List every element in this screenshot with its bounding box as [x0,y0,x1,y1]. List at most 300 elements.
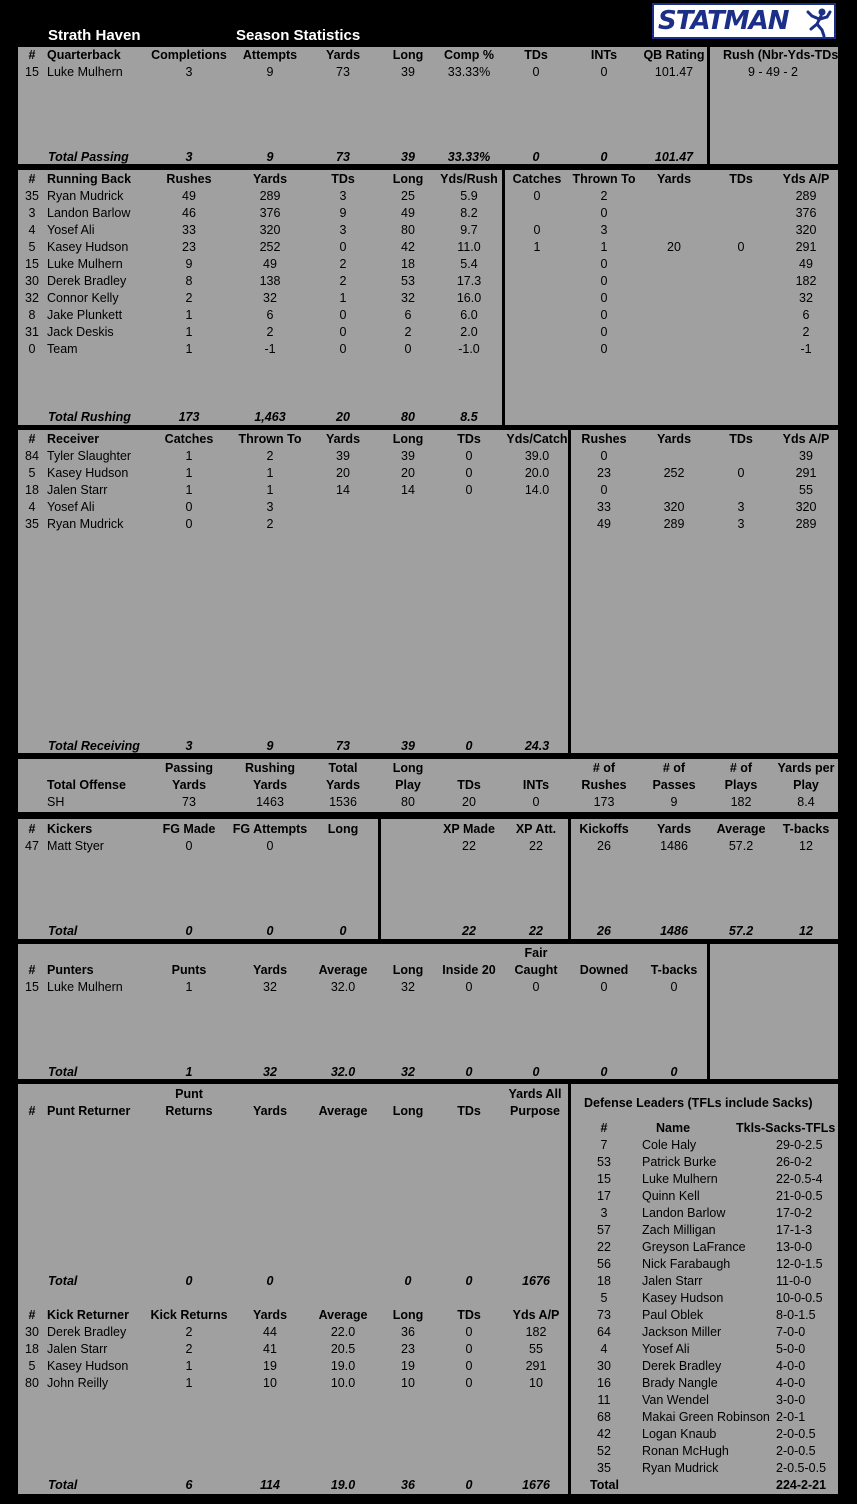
punting-header-8: Caught [514,963,558,977]
rushing-row-cell-3: 252 [259,240,281,254]
kick-returns-row-cell-7: 10 [529,1376,543,1390]
punt-returns-total-5: 0 [465,1274,473,1288]
punting-total-0: Total [48,1065,78,1079]
kicking-header-0: # [28,822,36,836]
defense-stats: 2-0-0.5 [776,1427,816,1441]
offense-value-5: 0 [532,795,540,809]
punting-row-cell-3: 32 [263,980,277,994]
rushing-row-cell-2: 8 [185,274,193,288]
receiving-row-cell-2: 1 [185,466,193,480]
rushing-row-cell-0: 5 [28,240,36,254]
kick-returns-row-cell-3: 44 [263,1325,277,1339]
rushing-row-cell-2: 1 [185,342,193,356]
punting-row-cell-5: 32 [401,980,415,994]
rushing-row-cell-6: 5.4 [460,257,478,271]
rushing-row-cell-3: 2 [266,325,274,339]
rushing-row-cell-6: 16.0 [456,291,482,305]
rushing-row-cell-0: 15 [25,257,39,271]
offense-value-6: 173 [593,795,615,809]
rushing-row-cell-4: 0 [339,308,347,322]
rushing-row-cell-7: 0 [533,189,541,203]
punt-returns-header-5: Average [318,1104,368,1118]
defense-stats: 5-0-0 [776,1342,806,1356]
defense-number: 3 [600,1206,608,1220]
receiving-row-cell-1: Jalen Starr [47,483,108,497]
offense-header-4: TDs [457,778,481,792]
kicking-row-cell-1: Matt Styer [47,839,104,853]
defense-number: 11 [597,1393,611,1407]
kicking-header-10: T-backs [782,822,830,836]
kicking-panel [18,819,838,939]
defense-header-0: # [600,1121,608,1135]
defense-name: Nick Farabaugh [642,1257,731,1271]
offense-header-top-8: # of [729,761,753,775]
kick-returns-row-cell-6: 0 [465,1325,473,1339]
rushing-row-cell-11: 291 [795,240,817,254]
rushing-row-cell-2: 23 [182,240,196,254]
punting-total-6: 0 [532,1065,540,1079]
rushing-header-0: # [28,172,36,186]
receiving-header-11: Yds A/P [782,432,830,446]
rushing-row-cell-4: 0 [339,325,347,339]
receiving-row-cell-2: 1 [185,483,193,497]
receiving-row-cell-0: 84 [25,449,39,463]
defense-number: 56 [597,1257,611,1271]
rushing-row-cell-6: 5.9 [460,189,478,203]
kicking-row-cell-5: 22 [462,839,476,853]
rushing-row-cell-5: 18 [401,257,415,271]
offense-header-top-7: # of [662,761,686,775]
defense-stats: 3-0-0 [776,1393,806,1407]
receiving-row-cell-9: 320 [663,500,685,514]
kick-returns-row-cell-5: 36 [401,1325,415,1339]
rushing-row-cell-1: Connor Kelly [47,291,119,305]
punting-row-cell-7: 0 [532,980,540,994]
rushing-row-cell-3: 138 [259,274,281,288]
offense-value-1: 1463 [256,795,284,809]
receiving-row-cell-3: 3 [266,500,274,514]
passing-total-3: 73 [336,150,350,164]
rushing-row-cell-4: 0 [339,240,347,254]
punt-returns-header-top: Punt [175,1087,203,1101]
passing-row-cell-10: 9 - 49 - 2 [747,65,799,79]
kick-returns-header-1: Kick Returner [47,1308,129,1322]
defense-name: Makai Green Robinson [642,1410,770,1424]
punting-row-cell-0: 15 [25,980,39,994]
punt-returns-header-4: Yards [252,1104,288,1118]
rushing-header-10: TDs [729,172,753,186]
passing-row-cell-7: 0 [532,65,540,79]
receiving-row-cell-3: 1 [266,483,274,497]
kick-returns-row-cell-6: 0 [465,1376,473,1390]
receiving-row-cell-7: 39.0 [524,449,550,463]
rushing-row-cell-2: 1 [185,308,193,322]
receiving-row-cell-11: 320 [795,500,817,514]
rushing-row-cell-11: 2 [802,325,810,339]
receiving-row-cell-6: 0 [465,466,473,480]
rushing-row-cell-2: 33 [182,223,196,237]
kick-returns-total-6: 1676 [522,1478,550,1492]
rushing-header-4: TDs [331,172,355,186]
kick-returns-row-cell-3: 41 [263,1342,277,1356]
offense-header-top-2: Total [328,761,358,775]
offense-value-8: 182 [730,795,752,809]
rushing-row-cell-6: 9.7 [460,223,478,237]
receiving-row-cell-3: 2 [266,449,274,463]
rushing-row-cell-10: 0 [737,240,745,254]
rushing-header-2: Rushes [166,172,212,186]
rushing-row-cell-4: 3 [339,189,347,203]
offense-team: SH [47,795,65,809]
kicking-header-7: Kickoffs [579,822,629,836]
rushing-row-cell-6: 8.2 [460,206,478,220]
kicking-divider-2 [568,819,571,939]
offense-header-1: Yards [252,778,288,792]
receiving-row-cell-10: 3 [737,500,745,514]
kicking-header-9: Average [716,822,766,836]
receiving-row-cell-8: 33 [597,500,611,514]
receiving-row-cell-1: Tyler Slaughter [47,449,132,463]
offense-header-top-9: Yards per [777,761,835,775]
kick-returns-row-cell-5: 23 [401,1342,415,1356]
receiving-total-0: Total Receiving [48,739,140,753]
receiving-header-0: # [28,432,36,446]
defense-number: 4 [600,1342,608,1356]
passing-row-cell-5: 39 [401,65,415,79]
receiving-total-6: 24.3 [524,739,550,753]
receiving-row-cell-3: 2 [266,517,274,531]
rushing-row-cell-2: 1 [185,325,193,339]
rushing-row-cell-8: 2 [600,189,608,203]
punt-returns-total-6: 1676 [522,1274,550,1288]
receiving-total-2: 9 [266,739,274,753]
rushing-row-cell-5: 53 [401,274,415,288]
receiving-header-6: TDs [457,432,481,446]
kick-returns-total-5: 0 [465,1478,473,1492]
defense-name: Jalen Starr [642,1274,703,1288]
defense-name: Cole Haly [642,1138,697,1152]
kick-returns-row-cell-4: 22.0 [330,1325,356,1339]
defense-name: Landon Barlow [642,1206,726,1220]
kick-returns-row-cell-2: 1 [185,1376,193,1390]
offense-value-2: 1536 [329,795,357,809]
rushing-row-cell-11: 6 [802,308,810,322]
kick-returns-row-cell-4: 10.0 [330,1376,356,1390]
football-player-icon [804,7,832,37]
rushing-row-cell-6: 2.0 [460,325,478,339]
receiving-total-5: 0 [465,739,473,753]
rushing-row-cell-0: 31 [25,325,39,339]
rushing-row-cell-1: Landon Barlow [47,206,131,220]
receiving-row-cell-1: Ryan Mudrick [47,517,124,531]
passing-total-0: Total Passing [48,150,129,164]
rushing-row-cell-0: 8 [28,308,36,322]
punting-header-6: Inside 20 [442,963,496,977]
offense-header-7: Passes [652,778,696,792]
defense-name: Ronan McHugh [642,1444,729,1458]
punting-row-cell-6: 0 [465,980,473,994]
receiving-header-7: Yds/Catch [506,432,568,446]
receiving-row-cell-11: 289 [795,517,817,531]
rushing-header-11: Yds A/P [782,172,830,186]
receiving-row-cell-10: 3 [737,517,745,531]
receiving-row-cell-2: 0 [185,500,193,514]
defense-stats: 2-0-1 [776,1410,806,1424]
rushing-row-cell-5: 6 [404,308,412,322]
punting-total-4: 32 [401,1065,415,1079]
rushing-row-cell-4: 1 [339,291,347,305]
kick-returns-row-cell-6: 0 [465,1342,473,1356]
rushing-row-cell-5: 2 [404,325,412,339]
punting-total-8: 0 [670,1065,678,1079]
receiving-row-cell-5: 20 [401,466,415,480]
offense-header-6: Rushes [581,778,627,792]
rushing-row-cell-3: -1 [264,342,276,356]
receiving-row-cell-4: 20 [336,466,350,480]
rushing-row-cell-5: 25 [401,189,415,203]
receiving-row-cell-3: 1 [266,466,274,480]
passing-header-10: Rush (Nbr-Yds-TDs) [723,48,843,62]
receiving-row-cell-0: 4 [28,500,36,514]
passing-total-5: 33.33% [447,150,491,164]
punt-returns-total-4: 0 [404,1274,412,1288]
offense-header-top-3: Long [392,761,424,775]
offense-header-9: Play [793,778,819,792]
rushing-row-cell-3: 289 [259,189,281,203]
defense-total-label: Total [590,1478,619,1492]
rushing-header-7: Catches [512,172,562,186]
rushing-row-cell-8: 0 [600,206,608,220]
defense-stats: 26-0-2 [776,1155,813,1169]
defense-stats: 21-0-0.5 [776,1189,823,1203]
rushing-row-cell-11: 182 [795,274,817,288]
defense-stats: 2-0-0.5 [776,1444,816,1458]
rushing-header-6: Yds/Rush [440,172,498,186]
kick-returns-row-cell-0: 18 [25,1342,39,1356]
punting-row-cell-4: 32.0 [330,980,356,994]
kick-returns-total-2: 114 [260,1478,280,1492]
rushing-row-cell-5: 32 [401,291,415,305]
offense-header-5: INTs [522,778,550,792]
passing-header-5: Long [392,48,424,62]
rushing-row-cell-1: Derek Bradley [47,274,127,288]
passing-row-cell-0: 15 [25,65,39,79]
kick-returns-row-cell-2: 1 [185,1359,193,1373]
receiving-header-5: Long [392,432,424,446]
kick-returns-row-cell-2: 2 [185,1325,193,1339]
passing-row-cell-6: 33.33% [447,65,491,79]
receiving-row-cell-8: 0 [600,449,608,463]
page-title: Season Statistics [236,27,361,44]
kicking-header-2: FG Made [162,822,216,836]
punt-returns-total-0: Total [48,1274,78,1288]
rushing-row-cell-4: 9 [339,206,347,220]
rushing-row-cell-11: 320 [795,223,817,237]
rushing-total-0: Total Rushing [48,410,131,424]
passing-header-2: Completions [151,48,227,62]
defense-stats: 7-0-0 [776,1325,806,1339]
receiving-row-cell-9: 289 [663,517,685,531]
rushing-header-3: Yards [252,172,288,186]
passing-total-8: 101.47 [654,150,694,164]
defense-number: 73 [597,1308,611,1322]
punting-row-cell-8: 0 [600,980,608,994]
defense-number: 64 [597,1325,611,1339]
punting-header-1: Punters [47,963,94,977]
rushing-row-cell-7: 0 [533,223,541,237]
rushing-row-cell-2: 2 [185,291,193,305]
receiving-total-4: 39 [401,739,415,753]
receiving-row-cell-2: 1 [185,449,193,463]
rushing-row-cell-3: 32 [263,291,277,305]
punting-header-10: T-backs [650,963,698,977]
rushing-row-cell-0: 35 [25,189,39,203]
rushing-row-cell-11: 49 [799,257,813,271]
rushing-row-cell-11: -1 [800,342,812,356]
rushing-row-cell-6: 6.0 [460,308,478,322]
punting-header-3: Yards [252,963,288,977]
punt-returns-header-6: Long [392,1104,424,1118]
kicking-total-5: 22 [529,924,543,938]
kick-returns-total-0: Total [48,1478,78,1492]
defense-name: Quinn Kell [642,1189,700,1203]
defense-stats: 4-0-0 [776,1376,806,1390]
kick-returns-row-cell-1: John Reilly [47,1376,109,1390]
receiving-total-1: 3 [185,739,193,753]
receiving-row-cell-8: 0 [600,483,608,497]
punt-returns-header-3: Returns [165,1104,213,1118]
kick-returns-header-6: TDs [457,1308,481,1322]
rushing-header-5: Long [392,172,424,186]
defense-number: 53 [597,1155,611,1169]
defense-header-1: Name [656,1121,691,1135]
kicking-total-1: 0 [185,924,193,938]
kicking-header-5: XP Made [443,822,495,836]
passing-row-cell-2: 3 [185,65,193,79]
punting-total-5: 0 [465,1065,473,1079]
rushing-total-5: 8.5 [460,410,478,424]
kick-returns-total-3: 19.0 [330,1478,356,1492]
kick-returns-row-cell-5: 19 [401,1359,415,1373]
passing-header-7: TDs [524,48,548,62]
rushing-row-cell-8: 3 [600,223,608,237]
receiving-row-cell-10: 0 [737,466,745,480]
punting-row-cell-1: Luke Mulhern [47,980,123,994]
kicking-divider-1 [378,819,381,939]
passing-row-cell-4: 73 [336,65,350,79]
receiving-row-cell-5: 14 [401,483,415,497]
defense-stats: 13-0-0 [776,1240,813,1254]
punting-header-fair: Fair [524,946,548,960]
rushing-row-cell-11: 289 [795,189,817,203]
rushing-row-cell-1: Jack Deskis [47,325,114,339]
kick-returns-header-3: Yards [252,1308,288,1322]
kick-returns-row-cell-4: 20.5 [330,1342,356,1356]
rushing-row-cell-1: Luke Mulhern [47,257,123,271]
receiving-header-1: Receiver [47,432,100,446]
kicking-header-6: XP Att. [515,822,557,836]
defense-name: Brady Nangle [642,1376,718,1390]
punting-header-5: Long [392,963,424,977]
defense-stats: 11-0-0 [776,1274,812,1288]
offense-header-top-1: Rushing [245,761,295,775]
punt-returns-total-1: 0 [185,1274,193,1288]
punting-header-0: # [28,963,36,977]
defense-name: Patrick Burke [642,1155,717,1169]
receiving-row-cell-9: 252 [663,466,685,480]
rushing-header-1: Running Back [47,172,132,186]
defense-number: 22 [597,1240,611,1254]
kicking-row-cell-9: 57.2 [728,839,754,853]
kicking-total-4: 22 [462,924,476,938]
receiving-header-10: TDs [729,432,753,446]
receiving-row-cell-5: 39 [401,449,415,463]
rushing-row-cell-2: 9 [185,257,193,271]
passing-total-1: 3 [185,150,193,164]
kicking-row-cell-3: 0 [266,839,274,853]
passing-row-cell-9: 101.47 [654,65,694,79]
rushing-row-cell-5: 49 [401,206,415,220]
kick-returns-total-4: 36 [401,1478,415,1492]
kick-returns-row-cell-7: 55 [529,1342,543,1356]
kick-returns-total-1: 6 [185,1478,193,1492]
rushing-row-cell-8: 0 [600,291,608,305]
kick-returns-header-0: # [28,1308,36,1322]
receiving-row-cell-0: 35 [25,517,39,531]
rushing-row-cell-0: 3 [28,206,36,220]
rushing-row-cell-3: 49 [263,257,277,271]
kick-returns-row-cell-7: 291 [525,1359,547,1373]
rushing-row-cell-8: 0 [600,325,608,339]
defense-number: 35 [597,1461,611,1475]
receiving-header-4: Yards [325,432,361,446]
offense-value-4: 20 [462,795,476,809]
receiving-row-cell-0: 18 [25,483,39,497]
defense-number: 18 [597,1274,611,1288]
rushing-row-cell-2: 49 [182,189,196,203]
punting-row-cell-9: 0 [670,980,678,994]
rushing-row-cell-4: 0 [339,342,347,356]
passing-row-cell-3: 9 [266,65,274,79]
offense-header-8: Plays [724,778,758,792]
receiving-row-cell-11: 291 [795,466,817,480]
receiving-header-8: Rushes [581,432,627,446]
rushing-row-cell-1: Ryan Mudrick [47,189,124,203]
rushing-row-cell-3: 376 [259,206,281,220]
punting-total-7: 0 [600,1065,608,1079]
defense-number: 57 [597,1223,611,1237]
kicking-header-1: Kickers [47,822,93,836]
defense-stats: 12-0-1.5 [776,1257,823,1271]
rushing-row-cell-3: 6 [266,308,274,322]
rushing-total-3: 20 [336,410,350,424]
rushing-row-cell-9: 20 [667,240,681,254]
rushing-row-cell-0: 4 [28,223,36,237]
kick-returns-row-cell-2: 2 [185,1342,193,1356]
kicking-row-cell-0: 47 [25,839,39,853]
kicking-row-cell-8: 1486 [660,839,688,853]
passing-header-3: Attempts [242,48,298,62]
rushing-row-cell-2: 46 [182,206,196,220]
rushing-row-cell-8: 0 [600,274,608,288]
kick-returns-row-cell-0: 80 [25,1376,39,1390]
passing-header-9: QB Rating [643,48,705,62]
kick-returns-row-cell-1: Jalen Starr [47,1342,108,1356]
passing-total-4: 39 [401,150,415,164]
rushing-row-cell-8: 0 [600,342,608,356]
offense-value-0: 73 [182,795,196,809]
offense-header-3: Play [395,778,421,792]
